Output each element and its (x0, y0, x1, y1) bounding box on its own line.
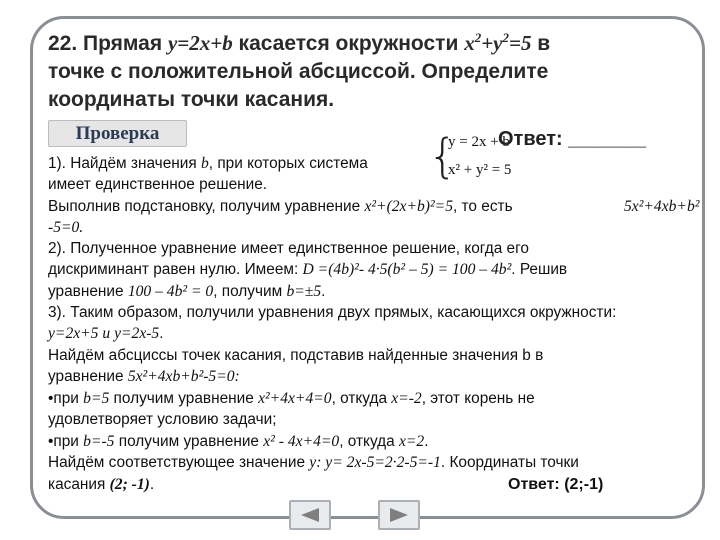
math: 5x²+4xb+b²-5=0: (127, 368, 240, 385)
math: x²+(2x+b)²=5 (364, 198, 453, 215)
text: . (149, 476, 155, 493)
math: x² - 4x+4=0 (263, 433, 340, 450)
math: b=±5 (286, 283, 322, 300)
solution-line: имеет единственное решение. (48, 176, 268, 193)
solution-line (48, 388, 535, 409)
solution-line (48, 366, 240, 387)
math: b=-5 (83, 433, 115, 450)
system-equation-2: x² + y² = 5 (448, 162, 512, 178)
solution-line (48, 259, 567, 280)
text: касания (48, 476, 110, 493)
title-math: x (464, 31, 475, 55)
title-line-1 (48, 24, 688, 58)
math: (2; -1) (109, 476, 150, 493)
answer-blank: Ответ: _______ (498, 128, 647, 150)
text: . (424, 433, 429, 450)
solution-line (48, 153, 368, 174)
math: b (200, 155, 209, 172)
text: . Решив (511, 261, 568, 278)
next-slide-button[interactable] (378, 500, 420, 530)
math: -5=0. (48, 219, 84, 236)
math: x=-2 (391, 390, 422, 407)
text: получим уравнение (114, 433, 264, 450)
solution-line: 3). Таким образом, получили уравнения двух прямых, касающихся окружности: (48, 304, 617, 321)
check-button[interactable]: Проверка (48, 120, 187, 147)
solution-line: 2). Полученное уравнение имеет единственное решение, когда его (48, 240, 529, 257)
solution-line: Найдём абсциссы точек касания, подставив найденные значения b в (48, 347, 544, 364)
triangle-left-icon (299, 507, 321, 523)
previous-slide-button[interactable] (289, 500, 331, 530)
text: , этот корень не (421, 390, 535, 407)
text: Выполнив подстановку, получим уравнение (48, 198, 365, 215)
text: получим уравнение (109, 390, 259, 407)
text: дискриминант равен нулю. Имеем: (48, 261, 303, 278)
solution-line (48, 281, 325, 302)
math: 100 – 4b² = 0 (127, 283, 214, 300)
math: 5x²+4xb+b² (624, 198, 700, 215)
math: D =(4b)²- 4·5(b² – 5) = 100 – 4b² (302, 261, 512, 278)
math: и (98, 325, 115, 342)
solution-line (48, 217, 83, 238)
title-text: касается окружности (232, 32, 465, 55)
title-math: +y (481, 31, 503, 55)
solution-line (48, 196, 513, 217)
text: , откуда (339, 433, 399, 450)
title-text: 22. Прямая (48, 32, 168, 55)
text: , при которых система (208, 155, 368, 172)
solution-line: удовлетворяет условию задачи; (48, 411, 277, 428)
title-sup: 2 (502, 30, 509, 45)
text: •при (48, 390, 84, 407)
title-math: =5 (509, 31, 532, 55)
final-answer: Ответ: (2;-1) (508, 476, 604, 493)
problem-title (48, 24, 688, 114)
text: . Координаты точки (440, 454, 579, 471)
text: •при (48, 433, 84, 450)
solution-line (48, 431, 428, 452)
title-text: в (531, 32, 551, 55)
solution-math-tail (624, 196, 716, 217)
system-equation-1: y = 2x + b (448, 134, 510, 150)
math: y: y= 2x-5=2·2-5=-1 (309, 454, 441, 471)
title-line-2: точке с положительной абсциссой. Определите (48, 60, 549, 83)
text: . (321, 283, 326, 300)
text: 1). Найдём значения (48, 155, 201, 172)
solution-line (48, 452, 579, 473)
text: уравнение (48, 283, 128, 300)
math: x=2 (398, 433, 425, 450)
text: Найдём соответствующее значение (48, 454, 310, 471)
text: , то есть (453, 198, 513, 215)
solution-line (48, 474, 154, 495)
title-math: y=2x+b (167, 31, 233, 55)
title-line-3: координаты точки касания. (48, 88, 335, 111)
text: . (159, 325, 164, 342)
text: , откуда (331, 390, 392, 407)
text: , получим (213, 283, 287, 300)
title-sup: 2 (474, 30, 482, 45)
brace-icon: { (428, 129, 458, 183)
math: y=2x-5 (114, 325, 160, 342)
text: уравнение (48, 368, 128, 385)
math: b=5 (83, 390, 110, 407)
math: x²+4x+4=0 (258, 390, 332, 407)
solution-line (48, 323, 164, 344)
triangle-right-icon (388, 507, 410, 523)
math: y=2x+5 (48, 325, 99, 342)
